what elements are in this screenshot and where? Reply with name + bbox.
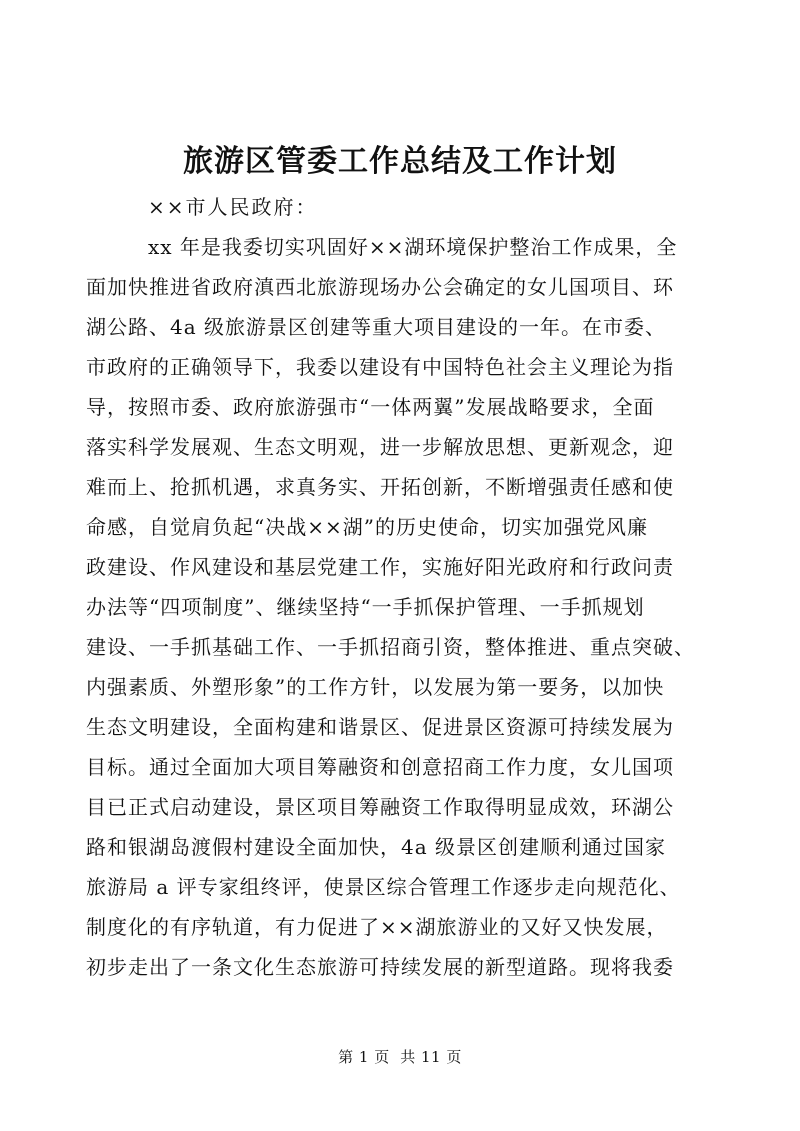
body-line: 制度化的有序轨道，有力促进了××湖旅游业的又好又快发展，	[86, 915, 668, 939]
page-number-label: 第 1 页 共 11 页	[338, 1048, 462, 1066]
body-line: 政建设、作风建设和基层党建工作，实施好阳光政府和行政问责	[86, 555, 674, 579]
body-line: 初步走出了一条文化生态旅游可持续发展的新型道路。现将我委	[86, 955, 674, 979]
body-line: xx 年是我委切实巩固好××湖环境保护整治工作成果，全	[148, 235, 678, 259]
body-line: 湖公路、4a 级旅游景区创建等重大项目建设的一年。在市委、	[86, 315, 667, 339]
body-line: 内强素质、外塑形象”的工作方针，以发展为第一要务，以加快	[86, 675, 665, 699]
page-footer	[0, 1047, 800, 1067]
body-line: 落实科学发展观、生态文明观，进一步解放思想、更新观念，迎	[86, 435, 674, 459]
body-line: 建设、一手抓基础工作、一手抓招商引资，整体推进、重点突破、	[86, 635, 695, 659]
body-line: 难而上、抢抓机遇，求真务实、开拓创新，不断增强责任感和使	[86, 475, 674, 499]
body-line: 办法等“四项制度”、继续坚持“一手抓保护管理、一手抓规划	[86, 595, 645, 619]
body-text	[86, 227, 716, 987]
body-line: 旅游局 a 评专家组终评，使景区综合管理工作逐步走向规范化、	[86, 875, 681, 899]
body-line: 市政府的正确领导下，我委以建设有中国特色社会主义理论为指	[86, 355, 674, 379]
body-line: 目标。通过全面加大项目筹融资和创意招商工作力度，女儿国项	[86, 755, 674, 779]
body-line: 命感，自觉肩负起“决战××湖”的历史使命，切实加强党风廉	[86, 515, 648, 539]
body-line: 生态文明建设，全面构建和谐景区、促进景区资源可持续发展为	[86, 715, 674, 739]
body-line: 目已正式启动建设，景区项目筹融资工作取得明显成效，环湖公	[86, 795, 674, 819]
salutation: ××市人民政府：	[148, 195, 318, 219]
body-line: 导，按照市委、政府旅游强市“一体两翼”发展战略要求，全面	[86, 395, 655, 419]
body-line: 路和银湖岛渡假村建设全面加快，4a 级景区创建顺利通过国家	[86, 835, 667, 859]
document-title: 旅游区管委工作总结及工作计划	[183, 144, 617, 179]
body-line: 面加快推进省政府滇西北旅游现场办公会确定的女儿国项目、环	[86, 275, 674, 299]
